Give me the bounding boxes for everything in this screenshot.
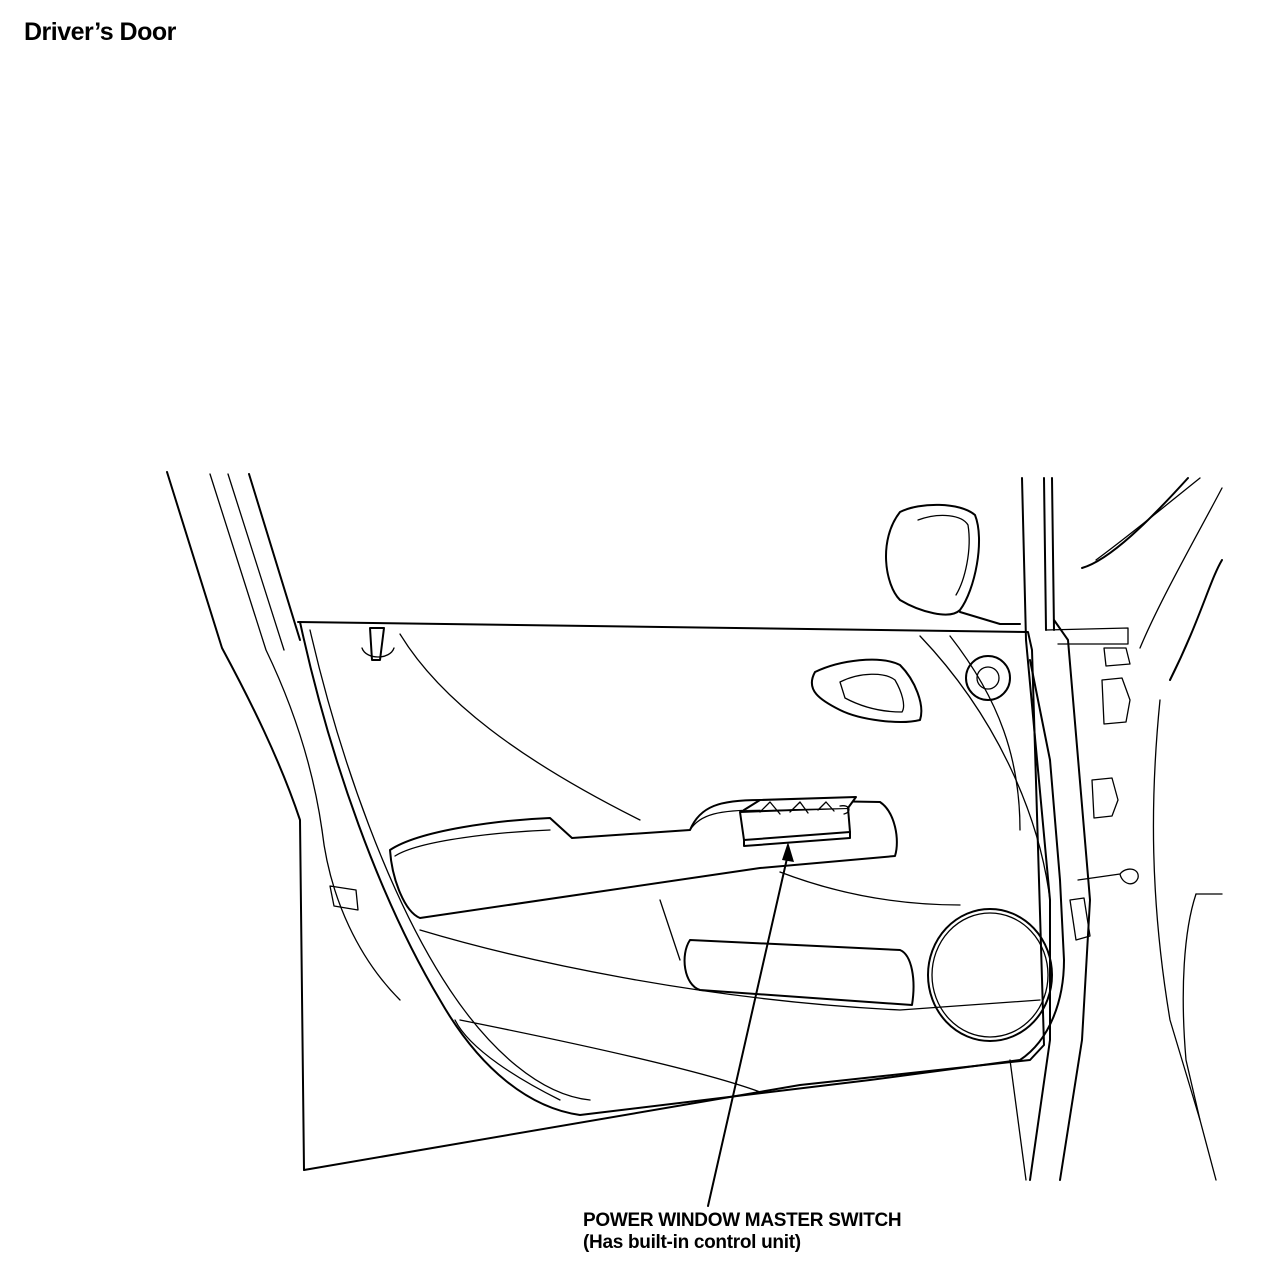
woofer-speaker — [928, 909, 1052, 1041]
callout-label: POWER WINDOW MASTER SWITCH — [583, 1210, 902, 1231]
power-window-master-switch — [740, 797, 856, 846]
armrest — [390, 800, 960, 918]
door-pocket — [455, 940, 914, 1100]
door-frame-left — [167, 472, 400, 1170]
door-frame-right — [1010, 478, 1222, 1180]
switch-callout — [583, 1210, 901, 1254]
door-panel — [298, 622, 1064, 1170]
page-title: Driver’s Door — [24, 18, 176, 46]
inner-door-handle — [812, 660, 921, 722]
callout-note: (Has built-in control unit) — [583, 1232, 801, 1253]
side-mirror — [886, 505, 1020, 624]
callout-leader — [708, 842, 794, 1206]
